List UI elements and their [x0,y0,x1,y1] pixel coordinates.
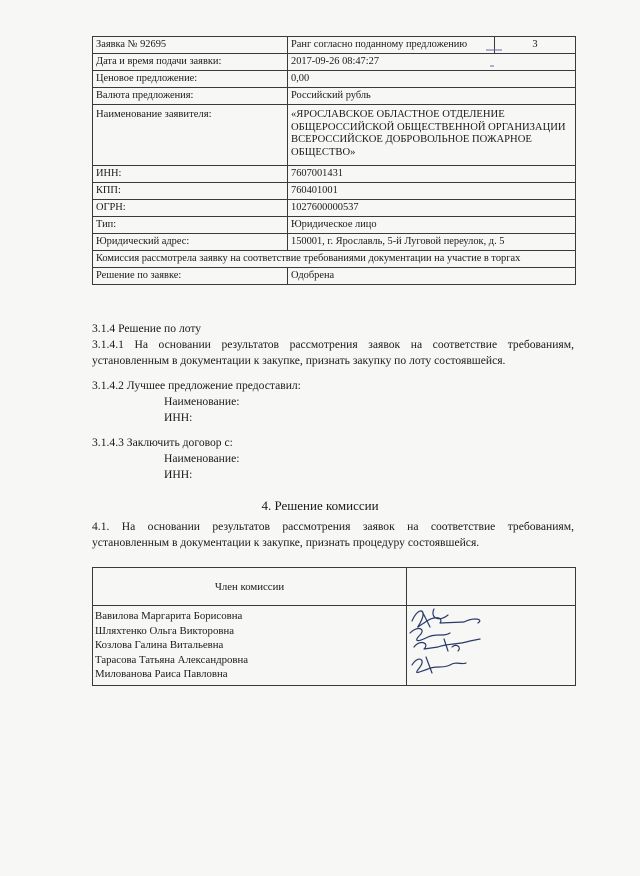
table-row [93,88,576,105]
section-3-1-4-2-title: 3.1.4.2 Лучшее предложение предоставил: [92,379,301,392]
row-label: ОГРН: [93,200,288,217]
signature-header-cell [407,568,576,606]
row-label: КПП: [93,183,288,200]
table-row [93,251,576,268]
row-label: Валюта предложения: [93,88,288,105]
applicant-name: «ЯРОСЛАВСКОЕ ОБЛАСТНОЕ ОТДЕЛЕНИЕ ОБЩЕРОССИЙСКОЙ ОБЩЕСТВЕННОЙ ОРГАНИЗАЦИИ ВСЕРОССИЙСКОЕ ДОБРОВОЛЬНОЕ ПОЖАРНОЕ ОБЩЕСТВО» [288,105,576,166]
decision-label: Решение по заявке: [93,268,288,285]
best-offer-name-label: Наименование: [164,395,240,408]
section-4-1-line1: 4.1. На основании результатов рассмотрения заявок на соответствие требованиям, [92,520,574,533]
row-value: 150001, г. Ярославль, 5-й Луговой переулок, д. 5 [288,234,576,251]
handwritten-signatures [404,603,504,683]
section-3-1-4-3-title: 3.1.4.3 Заключить договор с: [92,436,233,449]
section-3-1-4-1-line2: установленным в документации к закупке, признать закупку по лоту состоявшейся. [92,354,506,367]
contract-inn-label: ИНН: [164,468,193,481]
row-value: Российский рубль [288,88,576,105]
table-row [93,217,576,234]
application-number: Заявка № 92695 [93,37,288,54]
rank-label: Ранг согласно поданному предложению [288,37,495,54]
section-4-1-line2: установленным в документации к закупке, признать процедуру состоявшейся. [92,536,480,549]
section-4-heading: 4. Решение комиссии [261,498,379,513]
row-value: 2017-09-26 08:47:27 [288,54,576,71]
table-row [93,268,576,285]
rank-value: 3 [495,37,576,54]
table-row [93,183,576,200]
row-value: 1027600000537 [288,200,576,217]
decision-value: Одобрена [288,268,576,285]
commission-note: Комиссия рассмотрела заявку на соответствие требованиями документации на участие в торгах [93,251,576,268]
row-value: 760401001 [288,183,576,200]
table-row [93,200,576,217]
member-name: Милованова Раиса Павловна [95,668,228,680]
table-row [93,568,576,606]
row-value: 7607001431 [288,166,576,183]
member-name: Козлова Галина Витальевна [95,639,224,651]
contract-name-label: Наименование: [164,452,240,465]
row-label: Юридический адрес: [93,234,288,251]
table-row [93,234,576,251]
row-label: Наименование заявителя: [93,105,288,166]
table-row [93,105,576,166]
row-label: Тип: [93,217,288,234]
members-cell [93,606,407,686]
member-name: Шляхтенко Ольга Викторовна [95,624,235,637]
row-value: Юридическое лицо [288,217,576,234]
row-value: 0,00 [288,71,576,88]
row-label: Дата и время подачи заявки: [93,54,288,71]
row-label: ИНН: [93,166,288,183]
section-3-1-4-title: 3.1.4 Решение по лоту [92,322,202,335]
section-3-1-4-1-line1: 3.1.4.1 На основании результатов рассмотрения заявок на соответствие требованиям, [92,338,574,351]
member-name: Вавилова Маргарита Борисовна [95,610,243,622]
scan-marks [480,40,520,80]
row-label: Ценовое предложение: [93,71,288,88]
commission-header: Член комиссии [93,568,407,606]
table-row [93,166,576,183]
best-offer-inn-label: ИНН: [164,411,193,424]
member-name: Тарасова Татьяна Александровна [95,653,249,666]
